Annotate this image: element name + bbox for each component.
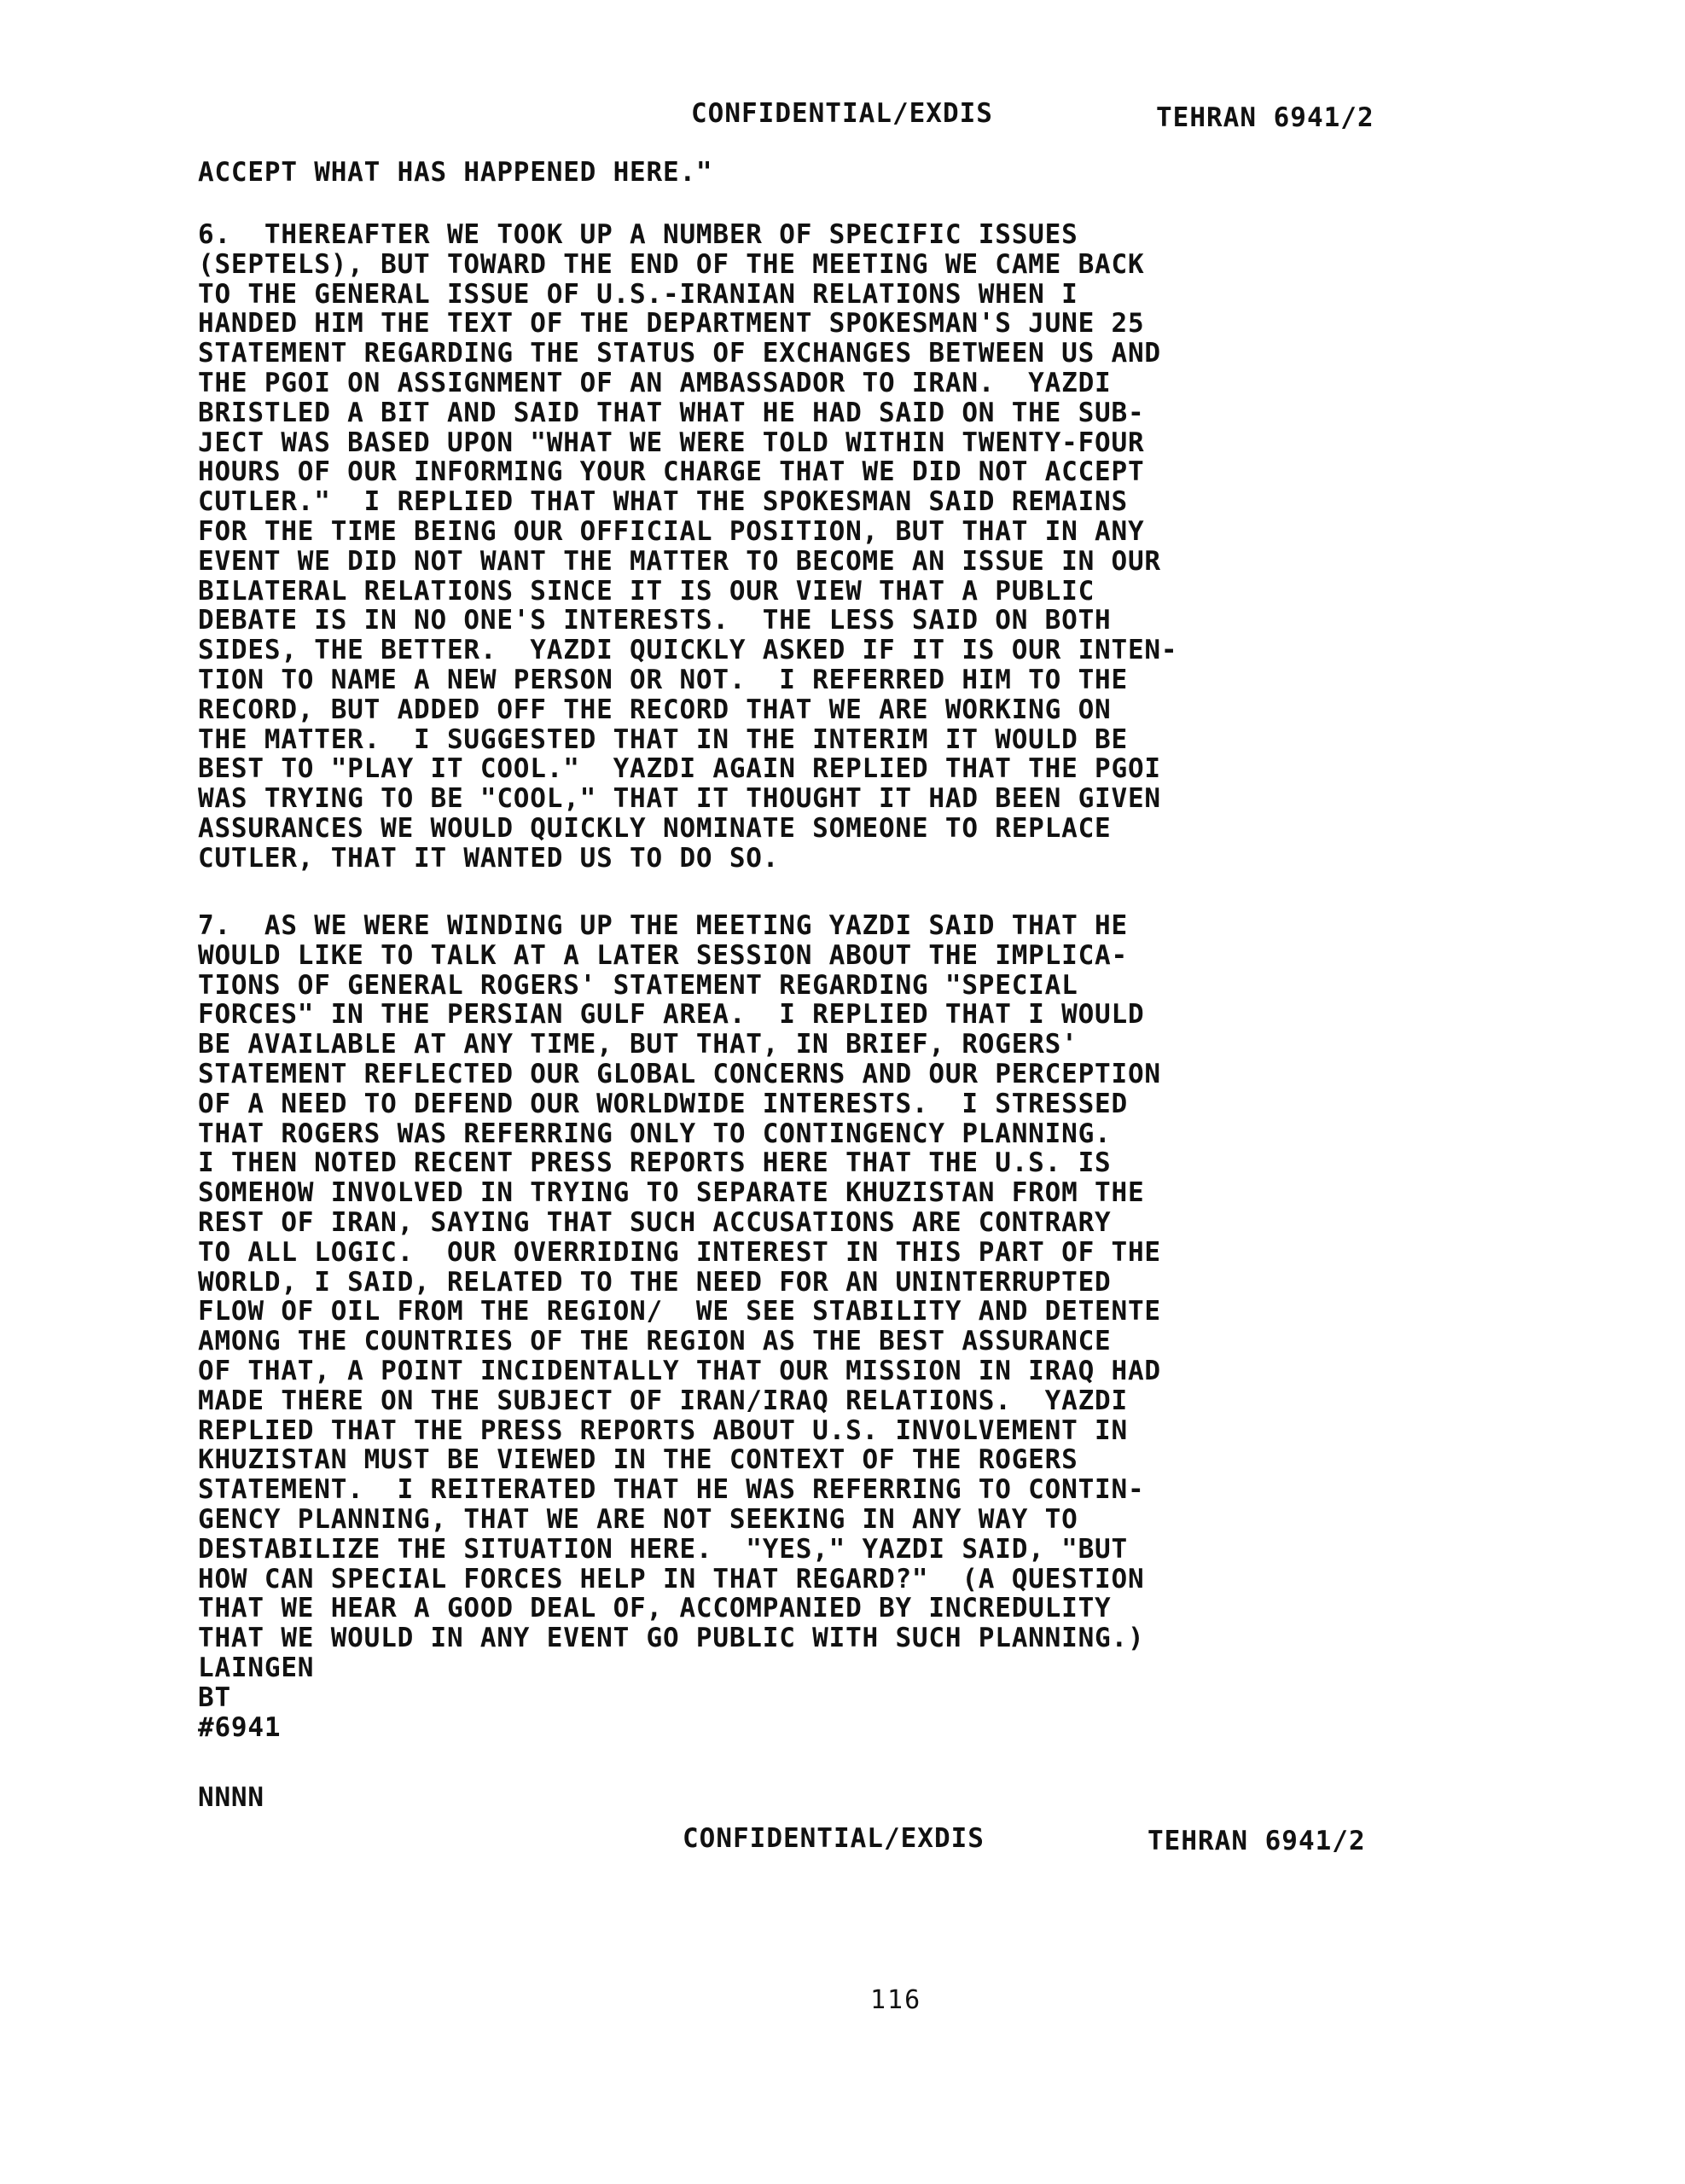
paragraph6-line: DEBATE IS IN NO ONE'S INTERESTS. THE LESS SAID ON BOTH (198, 605, 1112, 636)
paragraph6-line: THE MATTER. I SUGGESTED THAT IN THE INTERIM IT WOULD BE (198, 723, 1128, 755)
paragraph7-line: THAT WE WOULD IN ANY EVENT GO PUBLIC WITH SUCH PLANNING.) (198, 1623, 1145, 1654)
opening-line: ACCEPT WHAT HAS HAPPENED HERE." (198, 157, 713, 188)
paragraph-7 (198, 911, 1161, 1742)
paragraph7-line: BE AVAILABLE AT ANY TIME, BUT THAT, IN BRIEF, ROGERS' (198, 1029, 1078, 1060)
paragraph6-line: BRISTLED A BIT AND SAID THAT WHAT HE HAD SAID ON THE SUB- (198, 397, 1145, 428)
paragraph7-line: 7. AS WE WERE WINDING UP THE MEETING YAZDI SAID THAT HE (198, 910, 1128, 941)
paragraph7-line: SOMEHOW INVOLVED IN TRYING TO SEPARATE KHUZISTAN FROM THE (198, 1177, 1145, 1209)
paragraph6-line: STATEMENT REGARDING THE STATUS OF EXCHANGES BETWEEN US AND (198, 338, 1161, 369)
paragraph6-line: EVENT WE DID NOT WANT THE MATTER TO BECOME AN ISSUE IN OUR (198, 545, 1161, 577)
paragraph7-line: I THEN NOTED RECENT PRESS REPORTS HERE THAT THE U.S. IS (198, 1147, 1112, 1179)
paragraph7-line: WORLD, I SAID, RELATED TO THE NEED FOR AN UNINTERRUPTED (198, 1266, 1112, 1298)
paragraph7-line: FLOW OF OIL FROM THE REGION/ WE SEE STABILITY AND DETENTE (198, 1296, 1161, 1327)
paragraph7-line: BT (198, 1682, 231, 1713)
end-marker-block (198, 1783, 264, 1813)
paragraph7-line: MADE THERE ON THE SUBJECT OF IRAN/IRAQ RELATIONS. YAZDI (198, 1385, 1128, 1416)
paragraph7-line: GENCY PLANNING, THAT WE ARE NOT SEEKING IN ANY WAY TO (198, 1503, 1078, 1535)
cable-reference-bottom: TEHRAN 6941/2 (1148, 1826, 1366, 1856)
paragraph6-line: WAS TRYING TO BE "COOL," THAT IT THOUGHT IT HAD BEEN GIVEN (198, 783, 1161, 815)
paragraph7-line: HOW CAN SPECIAL FORCES HELP IN THAT REGARD?" (A QUESTION (198, 1563, 1145, 1594)
page-number: 116 (870, 1985, 922, 2015)
paragraph6-line: 6. THEREAFTER WE TOOK UP A NUMBER OF SPECIFIC ISSUES (198, 219, 1078, 250)
paragraph7-line: KHUZISTAN MUST BE VIEWED IN THE CONTEXT OF THE ROGERS (198, 1444, 1078, 1476)
paragraph7-line: WOULD LIKE TO TALK AT A LATER SESSION ABOUT THE IMPLICA- (198, 939, 1128, 971)
paragraph7-line: THAT WE HEAR A GOOD DEAL OF, ACCOMPANIED BY INCREDULITY (198, 1593, 1112, 1624)
paragraph-6 (198, 220, 1177, 874)
paragraph6-line: THE PGOI ON ASSIGNMENT OF AN AMBASSADOR TO IRAN. YAZDI (198, 367, 1112, 398)
paragraph6-line: CUTLER, THAT IT WANTED US TO DO SO. (198, 842, 780, 874)
paragraph7-line: OF A NEED TO DEFEND OUR WORLDWIDE INTERESTS. I STRESSED (198, 1088, 1128, 1119)
paragraph6-line: CUTLER." I REPLIED THAT WHAT THE SPOKESMAN SAID REMAINS (198, 486, 1128, 518)
cable-reference-top: TEHRAN 6941/2 (1156, 102, 1374, 133)
end-marker: NNNN (198, 1782, 264, 1813)
paragraph6-line: BILATERAL RELATIONS SINCE IT IS OUR VIEW THAT A PUBLIC (198, 575, 1095, 607)
paragraph6-line: TION TO NAME A NEW PERSON OR NOT. I REFERRED HIM TO THE (198, 664, 1128, 695)
paragraph6-line: JECT WAS BASED UPON "WHAT WE WERE TOLD WITHIN TWENTY-FOUR (198, 427, 1145, 458)
paragraph7-line: LAINGEN (198, 1652, 315, 1683)
paragraph6-line: FOR THE TIME BEING OUR OFFICIAL POSITION, BUT THAT IN ANY (198, 515, 1145, 547)
paragraph7-line: STATEMENT. I REITERATED THAT HE WAS REFERRING TO CONTIN- (198, 1474, 1145, 1506)
paragraph7-line: TIONS OF GENERAL ROGERS' STATEMENT REGARDING "SPECIAL (198, 969, 1078, 1001)
paragraph6-line: SIDES, THE BETTER. YAZDI QUICKLY ASKED IF IT IS OUR INTEN- (198, 635, 1178, 666)
paragraph6-line: BEST TO "PLAY IT COOL." YAZDI AGAIN REPLIED THAT THE PGOI (198, 753, 1161, 785)
paragraph6-line: TO THE GENERAL ISSUE OF U.S.-IRANIAN RELATIONS WHEN I (198, 278, 1078, 310)
paragraph6-line: HANDED HIM THE TEXT OF THE DEPARTMENT SPOKESMAN'S JUNE 25 (198, 308, 1145, 340)
paragraph7-line: STATEMENT REFLECTED OUR GLOBAL CONCERNS AND OUR PERCEPTION (198, 1058, 1161, 1089)
paragraph7-line: OF THAT, A POINT INCIDENTALLY THAT OUR MISSION IN IRAQ HAD (198, 1355, 1161, 1386)
classification-header-bottom: CONFIDENTIAL/EXDIS (683, 1823, 985, 1854)
paragraph6-line: ASSURANCES WE WOULD QUICKLY NOMINATE SOMEONE TO REPLACE (198, 812, 1112, 844)
paragraph7-line: #6941 (198, 1711, 282, 1743)
paragraph6-line: (SEPTELS), BUT TOWARD THE END OF THE MEETING WE CAME BACK (198, 248, 1145, 280)
paragraph6-line: HOURS OF OUR INFORMING YOUR CHARGE THAT WE DID NOT ACCEPT (198, 456, 1145, 488)
paragraph7-line: TO ALL LOGIC. OUR OVERRIDING INTEREST IN THIS PART OF THE (198, 1236, 1161, 1268)
paragraph6-line: RECORD, BUT ADDED OFF THE RECORD THAT WE ARE WORKING ON (198, 694, 1112, 725)
paragraph7-line: DESTABILIZE THE SITUATION HERE. "YES," YAZDI SAID, "BUT (198, 1533, 1128, 1565)
paragraph7-line: REPLIED THAT THE PRESS REPORTS ABOUT U.S. INVOLVEMENT IN (198, 1414, 1128, 1446)
paragraph7-line: AMONG THE COUNTRIES OF THE REGION AS THE BEST ASSURANCE (198, 1326, 1112, 1357)
opening-line-block (198, 158, 712, 188)
paragraph7-line: THAT ROGERS WAS REFERRING ONLY TO CONTINGENCY PLANNING. (198, 1118, 1112, 1149)
classification-header-top: CONFIDENTIAL/EXDIS (691, 98, 993, 129)
paragraph7-line: REST OF IRAN, SAYING THAT SUCH ACCUSATIONS ARE CONTRARY (198, 1206, 1112, 1238)
paragraph7-line: FORCES" IN THE PERSIAN GULF AREA. I REPLIED THAT I WOULD (198, 999, 1145, 1031)
